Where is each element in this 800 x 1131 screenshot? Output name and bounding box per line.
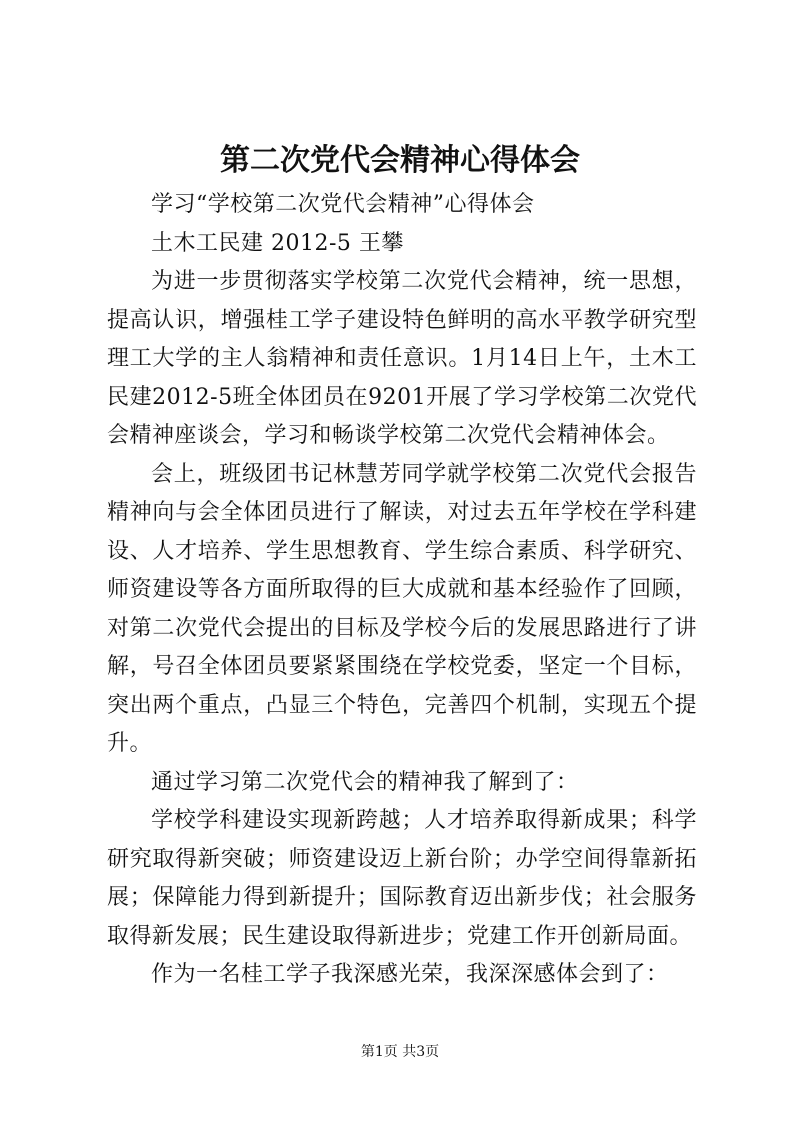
learning-intro-paragraph: 通过学习第二次党代会的精神我了解到了： [151, 769, 579, 795]
intro-paragraph: 为进一步贯彻落实学校第二次党代会精神，统一思想，提高认识，增强桂工学子建设特色鲜明的高水平教学研究型理工大学的主人翁精神和责任意识。1月14日上午，土木工民建2012-5班全体团员在9201开展了学习学校第二次党代会精神座谈会，学习和畅谈学校第二次党代会精神体会。 [107, 269, 697, 448]
author-paragraph: 土木工民建 2012-5 王攀 [151, 230, 404, 256]
document-title: 第二次党代会精神心得体会 [220, 143, 580, 178]
meeting-paragraph: 会上，班级团书记林慧芳同学就学校第二次党代会报告精神向与会全体团员进行了解读，对过去五年学校在学科建设、人才培养、学生思想教育、学生综合素质、科学研究、师资建设等各方面所取得的巨大成就和基本经验作了回顾，对第二次党代会提出的目标及学校今后的发展思路进行了讲解，号召全体团员要紧紧围绕在学校党委，坚定一个目标，突出两个重点，凸显三个特色，完善四个机制，实现五个提升。 [107, 461, 697, 756]
page-footer: 第1页 共3页 [360, 1044, 440, 1060]
achievements-paragraph: 学校学科建设实现新跨越；人才培养取得新成果；科学研究取得新突破；师资建设迈上新台阶；办学空间得靠新拓展；保障能力得到新提升；国际教育迈出新步伐；社会服务取得新发展；民生建设取得新进步；党建工作开创新局面。 [107, 808, 697, 949]
subtitle-paragraph: 学习“学校第二次党代会精神”心得体会 [151, 192, 535, 217]
document-body [107, 186, 697, 995]
reflection-paragraph: 作为一名桂工学子我深感光荣，我深深感体会到了： [151, 962, 669, 987]
